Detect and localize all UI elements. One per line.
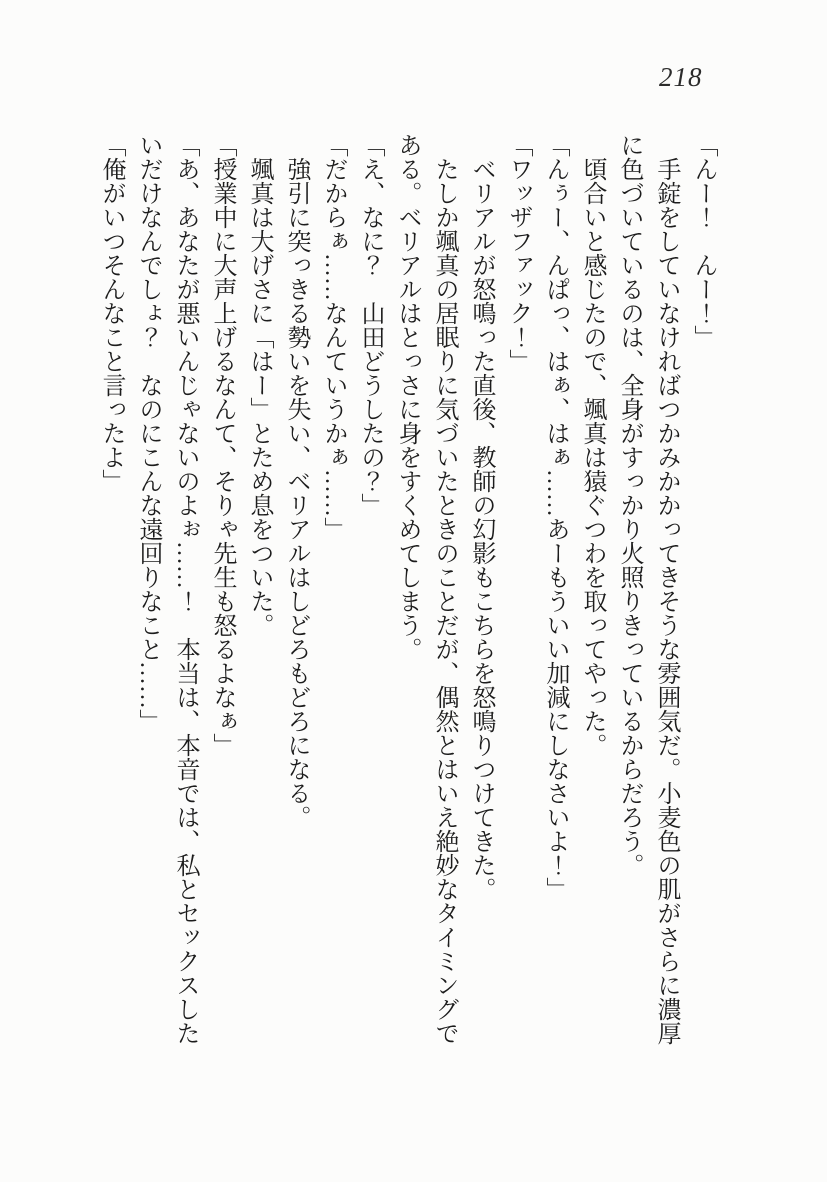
- paragraph-dialogue-5: 「だからぁ……なんていうかぁ……」: [320, 133, 346, 541]
- paragraph-narration-4: たしか颯真の居眠りに気づいたときのことだが、偶然とはいえ絶妙なタイミングである。ベリアルはとっさに身をすくめてしまう。: [394, 133, 457, 1045]
- paragraph-dialogue-8: 「俺がいつそんなこと言ったよ」: [98, 133, 124, 493]
- paragraph-dialogue-2: 「んぅー、んぱっ、はぁ、はぁ……あーもういい加減にしなさいよ！」: [542, 133, 568, 901]
- paragraph-narration-1: 手錠をしていなければつかみかかってきそうな雰囲気だ。小麦色の肌がさらに濃厚に色づいているのは、全身がすっかり火照りきっているからだろう。: [616, 133, 679, 1045]
- paragraph-narration-2: 頃合いと感じたので、颯真は猿ぐつわを取ってやった。: [579, 133, 605, 757]
- paragraph-dialogue-1: 「んー！ んー！」: [690, 133, 716, 349]
- paragraph-dialogue-6: 「授業中に大声上げるなんて、そりゃ先生も怒るよなぁ」: [209, 133, 235, 757]
- paragraph-narration-6: 颯真は大げさに「はー」とため息をついた。: [246, 133, 272, 637]
- novel-text-block: [92, 133, 721, 1059]
- page-number: 218: [659, 62, 703, 92]
- paragraph-dialogue-3: 「ワッザファック！」: [505, 133, 531, 373]
- paragraph-narration-5: 強引に突っきる勢いを失い、ベリアルはしどろもどろになる。: [283, 133, 309, 829]
- paragraph-dialogue-4: 「え、なに？ 山田どうしたの？」: [357, 133, 383, 517]
- paragraph-narration-3: ベリアルが怒鳴った直後、教師の幻影もこちらを怒鳴りつけてきた。: [468, 133, 494, 901]
- paragraph-dialogue-7: 「あ、あなたが悪いんじゃないのよぉ……！ 本当は、本音では、私とセックスしたいだけなんでしょ？ なのにこんな遠回りなこと……」: [135, 133, 198, 1045]
